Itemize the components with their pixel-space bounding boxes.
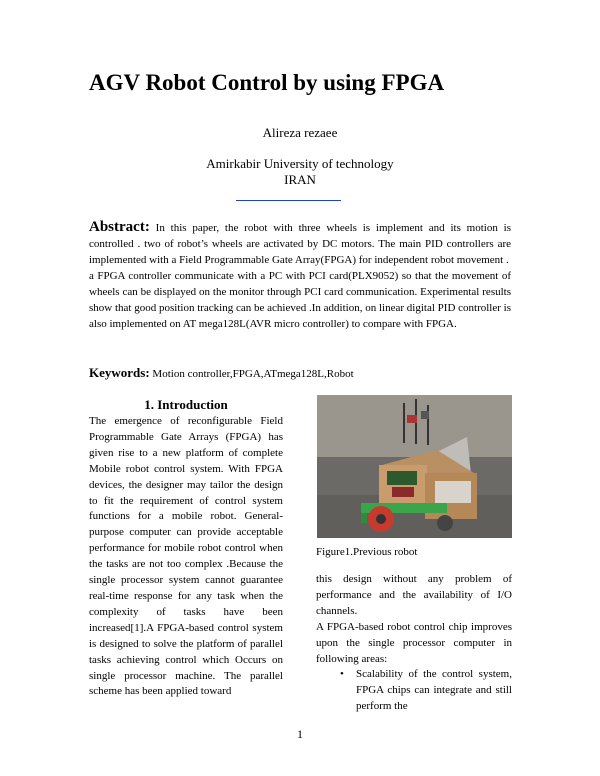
figure-caption: Figure1.Previous robot — [316, 546, 418, 558]
abstract-block — [89, 219, 511, 332]
bullet-item — [340, 667, 512, 715]
right-column — [316, 572, 512, 715]
page-number: 1 — [297, 727, 303, 741]
author-name: Alireza rezaee — [262, 125, 338, 140]
author-affiliation: Amirkabir University of technology — [206, 156, 394, 171]
bullet-text: Scalability of the control system, FPGA chips can integrate and still perform the — [356, 668, 512, 713]
abstract-paragraph-2: a FPGA controller communicate with a PC with PCI card(PLX9052) so that the movement of wheels can be displayed on the monitor through PCI card communication. Experimental results show that good position tracking can be achieved .In addition, on linear digital PID controller is also implemented on AT mega128L(AVR micro controller) to compare with FPGA. — [89, 270, 511, 330]
abstract-heading: Abstract: — [89, 219, 150, 235]
abstract-paragraph-1: In this paper, the robot with three wheels is implement and its motion is controlled . two of robot’s wheels are activated by DC motors. The main PID controllers are implemented with a Field Programmable Gate Array(FPGA) for independent robot movement . — [89, 222, 512, 266]
introduction-text: The emergence of reconfigurable Field Programmable Gate Arrays (FPGA) has given rise to a new platform of complete Mobile robot control system. With FPGA devices, the designer may tailor the design to fit the requirement of control system functions for a mobile robot. General-purpose computer can provide acceptable performance for mobile robot control when the tasks are not too complex .Because the single processor system cannot guarantee real-time response for any task when the complexity of tasks have been increased[1].A FPGA-based control system is designed to solve the platform of parallel tasks achieving control which Occurs on single processor machine. The parallel scheme has been applied toward — [89, 415, 283, 698]
keywords-heading: Keywords: — [89, 365, 150, 380]
keywords-text: Motion controller,FPGA,ATmega128L,Robot — [152, 368, 354, 380]
introduction-section — [89, 397, 283, 700]
right-paragraph-2: A FPGA-based robot control chip improves upon the single processor computer in following areas: — [316, 620, 512, 665]
right-paragraph-1: this design without any problem of performance and the availability of I/O channels. — [316, 573, 512, 617]
robot-photo — [317, 395, 512, 538]
title-divider — [236, 200, 341, 201]
introduction-heading: 1. Introduction — [144, 397, 228, 412]
keywords-line — [89, 365, 354, 381]
paper-title: AGV Robot Control by using FPGA — [89, 70, 445, 95]
author-country: IRAN — [284, 172, 316, 187]
bullet-icon: • — [340, 668, 344, 681]
